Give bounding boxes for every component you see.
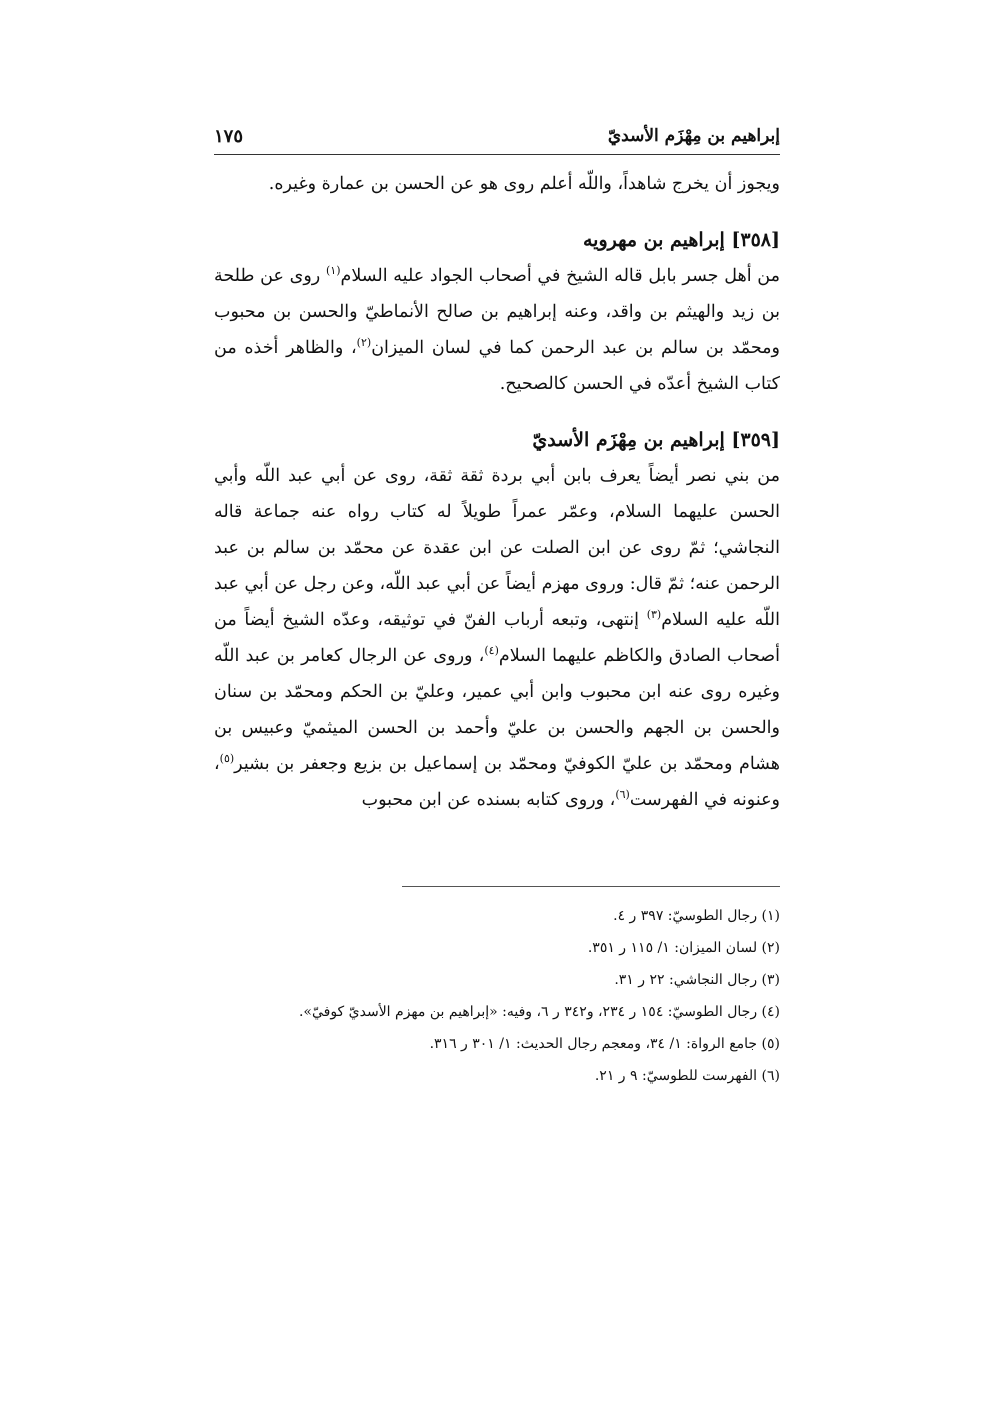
- text-run: ، وروى عن الرجال كعامر بن عبد اللّه وغيره روى عنه ابن محبوب وابن أبي عمير، وعليّ بن الحكم ومحمّد بن سنان والحسن بن الجهم والحسن بن عليّ وأحمد بن الحسن الميثميّ وعبيس بن هشام ومحمّد بن عليّ الكوفيّ ومحمّد بن إسماعيل بن بزيع وجعفر بن بشير: [214, 646, 780, 774]
- text-run: ، وروى كتابه بسنده عن ابن محبوب: [361, 790, 616, 810]
- blessing-mark: عليهما السلام: [614, 502, 719, 522]
- footnote-2: (٢) لسان الميزان: ١/ ١١٥ ر ٣٥١.: [587, 940, 780, 956]
- footnote-5: (٥) جامع الرواة: ١/ ٣٤، ومعجم رجال الحديث: ١/ ٣٠١ ر ٣١٦.: [429, 1036, 780, 1052]
- text-run: من أهل جسر بابل قاله الشيخ في أصحاب الجواد: [424, 266, 781, 286]
- text-run: ، وعنونه في الفهرست: [214, 754, 780, 810]
- footnote-3: (٣) رجال النجاشي: ٢٢ ر ٣١.: [614, 972, 780, 988]
- blessing-mark: عليه السلام: [340, 266, 425, 286]
- entry-heading-359: [٣٥٩] إبراهيم بن مِهْزَم الأسديّ: [532, 429, 780, 451]
- footnote-ref-5[interactable]: (٥): [219, 752, 235, 765]
- footnote-1: (١) رجال الطوسيّ: ٣٩٧ ر ٤.: [613, 908, 780, 924]
- footnote-ref-3[interactable]: (٣): [646, 608, 662, 621]
- running-title: إبراهيم بن مِهْزَم الأسديّ: [607, 126, 780, 146]
- blessing-mark: عليهما السلام: [498, 646, 598, 666]
- page-header: [214, 112, 780, 155]
- footnote-divider: [402, 886, 780, 887]
- main-text: [214, 166, 780, 818]
- intro-paragraph: ويجوز أن يخرج شاهداً، واللّه أعلم روى هو عن الحسن بن عمارة وغيره.: [268, 174, 780, 194]
- page-number: ١٧٥: [214, 126, 244, 147]
- text-run: ، والظاهر أخذه من كتاب الشيخ أعدّه في الحسن كالصحيح.: [214, 338, 780, 394]
- text-run: إنتهى، وتبعه أرباب الفنّ في توثيقه، وعدّه الشيخ أيضاً من أصحاب الصادق والكاظم: [214, 610, 780, 666]
- footnote-6: (٦) الفهرست للطوسيّ: ٩ ر ٢١.: [594, 1068, 780, 1084]
- entry-paragraph-358: [214, 258, 780, 402]
- footnote-ref-1[interactable]: (١): [325, 264, 341, 277]
- blessing-mark: عليه السلام: [661, 610, 747, 630]
- footnotes: [214, 900, 780, 1092]
- text-run: من بني نصر أيضاً يعرف بابن أبي بردة ثقة ثقة، روى عن أبي عبد اللّه وأبي الحسن: [214, 466, 780, 522]
- text-run: ، وعمّر عمراً طويلاً له كتاب رواه عنه جماعة قاله النجاشي؛ ثمّ روى عن ابن الصلت عن ابن عقدة عن محمّد بن سالم بن عبد الرحمن عنه؛ ثمّ قال: وروى مهزم أيضاً عن أبي عبد اللّه، وعن رجل عن أبي عبد اللّه: [214, 502, 781, 630]
- footnote-ref-4[interactable]: (٤): [484, 644, 499, 657]
- footnote-ref-2[interactable]: (٢): [356, 336, 372, 349]
- footnote-ref-6[interactable]: (٦): [615, 788, 630, 801]
- text-run: روى عن طلحة بن زيد والهيثم بن واقد، وعنه إبراهيم بن صالح الأنماطيّ والحسن بن محبوب ومحمّد بن سالم بن عبد الرحمن كما في لسان الميزان: [214, 266, 780, 358]
- footnote-4: (٤) رجال الطوسيّ: ١٥٤ ر ٢٣٤، و٣٤٢ ر ٦، وفيه: «إبراهيم بن مهزم الأسديّ كوفيّ».: [298, 1004, 780, 1020]
- entry-paragraph-359: [214, 458, 780, 818]
- entry-heading-358: [٣٥٨] إبراهيم بن مهرويه: [582, 229, 780, 251]
